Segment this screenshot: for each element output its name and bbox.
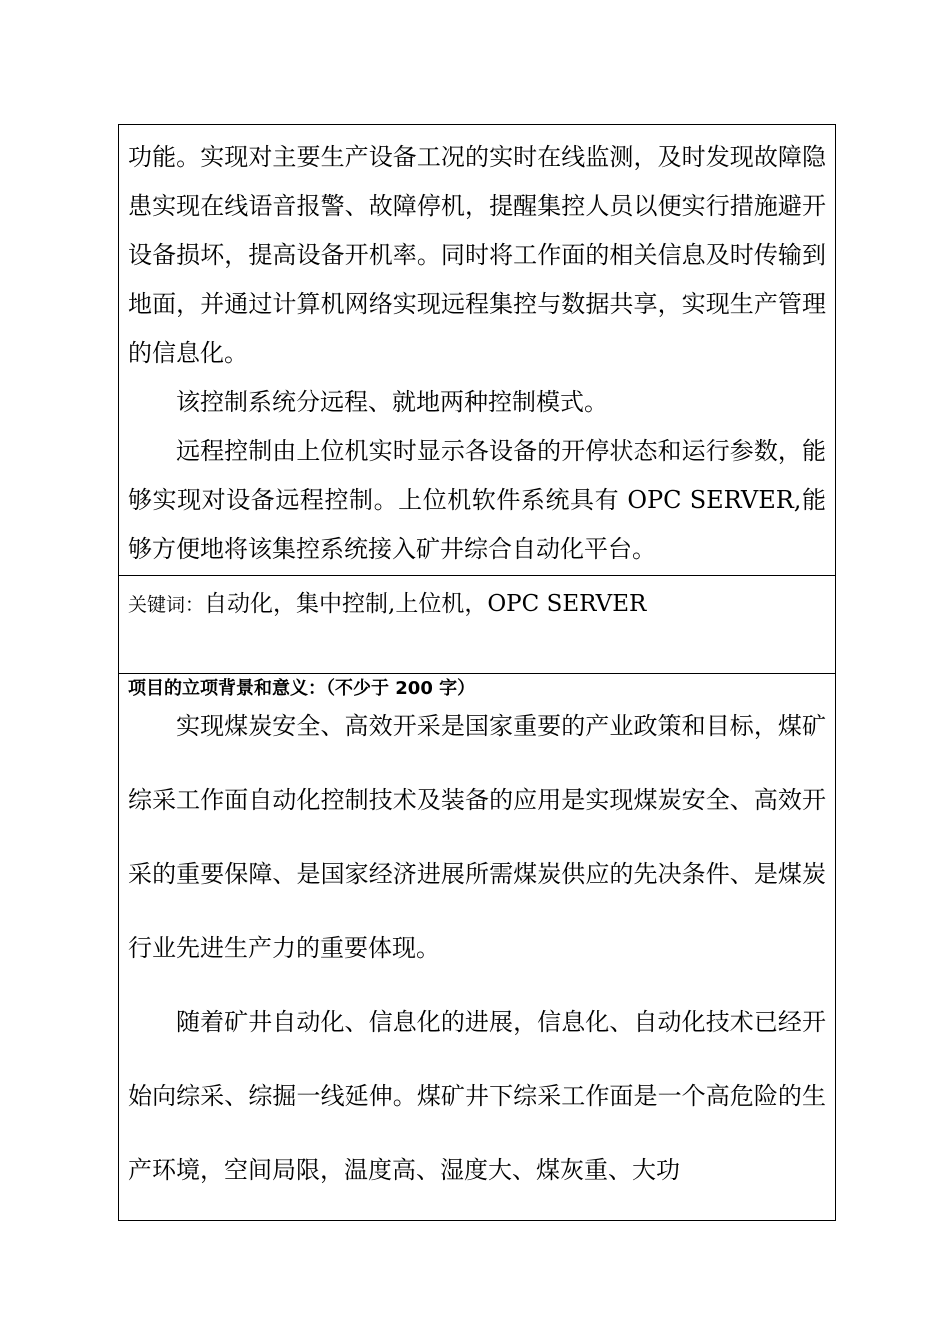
keywords-cell [119,575,835,673]
background-paragraph-2: 随着矿井自动化、信息化的进展，信息化、自动化技术已经开始向综采、综掘一线延伸。煤矿井下综采工作面是一个高危险的生产环境，空间局限，温度高、湿度大、煤灰重、大功 [128,1008,826,1184]
abstract-paragraph-2: 该控制系统分远程、就地两种控制模式。 [176,388,608,416]
abstract-paragraph-1: 功能。实现对主要生产设备工况的实时在线监测，及时发现故障隐患实现在线语音报警、故障停机，提醒集控人员以便实行措施避开设备损坏，提高设备开机率。同时将工作面的相关信息及时传输到地面，并通过计算机网络实现远程集控与数据共享，实现生产管理的信息化。 [128,143,826,367]
keywords-value: 自动化，集中控制,上位机，OPC SERVER [204,591,647,617]
background-heading: 项目的立项背景和意义：（不少于 200 字） [128,678,476,699]
keywords-label: 关键词： [128,594,205,616]
background-cell [119,673,835,1220]
keywords-line [128,584,826,625]
background-paragraph-1: 实现煤炭安全、高效开采是国家重要的产业政策和目标，煤矿综采工作面自动化控制技术及装备的应用是实现煤炭安全、高效开采的重要保障、是国家经济进展所需煤炭供应的先决条件、是煤炭行业先进生产力的重要体现。 [128,712,826,962]
abstract-paragraph-3: 远程控制由上位机实时显示各设备的开停状态和运行参数，能够实现对设备远程控制。上位机软件系统具有 OPC SERVER,能够方便地将该集控系统接入矿井综合自动化平台。 [128,437,826,563]
abstract-cell [119,125,835,575]
project-form-table [118,124,836,1221]
